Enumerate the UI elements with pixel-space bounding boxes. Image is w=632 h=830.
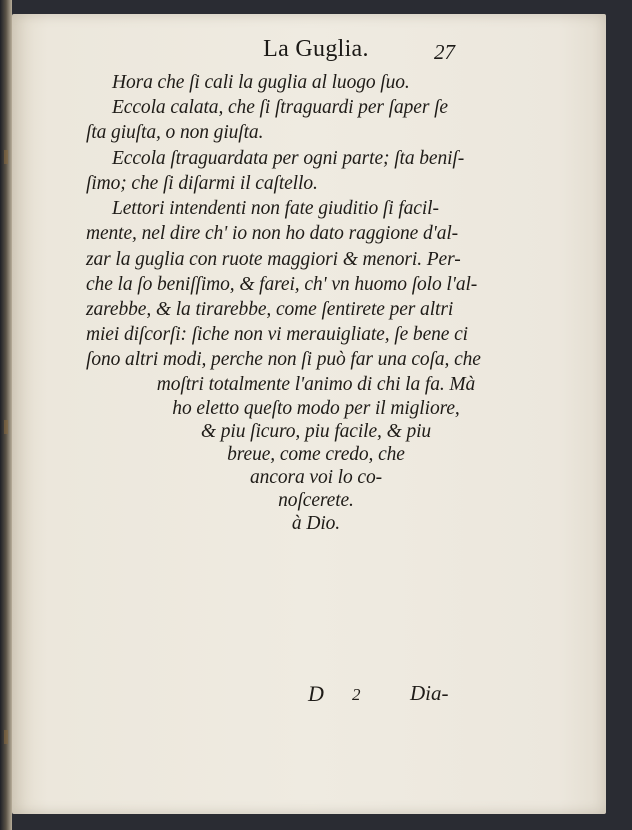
binding-thread-mark	[4, 150, 8, 164]
body-line: che la ſo beniſſimo, & farei, ch' vn huomo ſolo l'al-	[86, 274, 478, 295]
signature-number: 2	[352, 685, 361, 704]
body-line: moſtri totalmente l'animo di chi la fa. Mà	[156, 374, 476, 395]
body-line: ancora voi lo co-	[249, 467, 383, 488]
body-line: miei diſcorſi: ſiche non vi merauigliate, ſe bene ci	[86, 324, 468, 345]
body-line: breue, come credo, che	[227, 444, 405, 465]
binding-thread-mark	[4, 730, 8, 744]
body-line: Eccola calata, che ſi ſtraguardi per ſaper ſe	[112, 97, 448, 118]
body-line: noſcerete.	[278, 490, 354, 511]
page-number: 27	[434, 40, 455, 64]
body-line: à Dio.	[291, 513, 341, 534]
body-line: Lettori intendenti non fate giuditio ſi facil-	[112, 198, 439, 219]
body-line: & piu ſicuro, piu facile, & piu	[200, 421, 432, 442]
body-line: ſta giuſta, o non giuſta.	[86, 122, 264, 143]
body-line: ſono altri modi, perche non ſi può far una coſa, che	[86, 349, 481, 370]
signature-mark: D	[308, 681, 324, 706]
body-line: Hora che ſi cali la guglia al luogo ſuo.	[112, 72, 410, 93]
body-line: Eccola ſtraguardata per ogni parte; ſta beniſ-	[112, 148, 465, 169]
body-line: ſimo; che ſi diſarmi il caſtello.	[86, 173, 318, 194]
running-head: La Guglia.	[263, 36, 369, 62]
body-line: mente, nel dire ch' io non ho dato raggione d'al-	[86, 223, 459, 244]
body-line: ho eletto queſto modo per il migliore,	[172, 398, 460, 419]
catchword: Dia-	[410, 681, 449, 705]
body-line: zar la guglia con ruote maggiori & menori. Per-	[86, 249, 461, 270]
body-line: zarebbe, & la tirarebbe, come ſentirete per altri	[86, 299, 454, 320]
